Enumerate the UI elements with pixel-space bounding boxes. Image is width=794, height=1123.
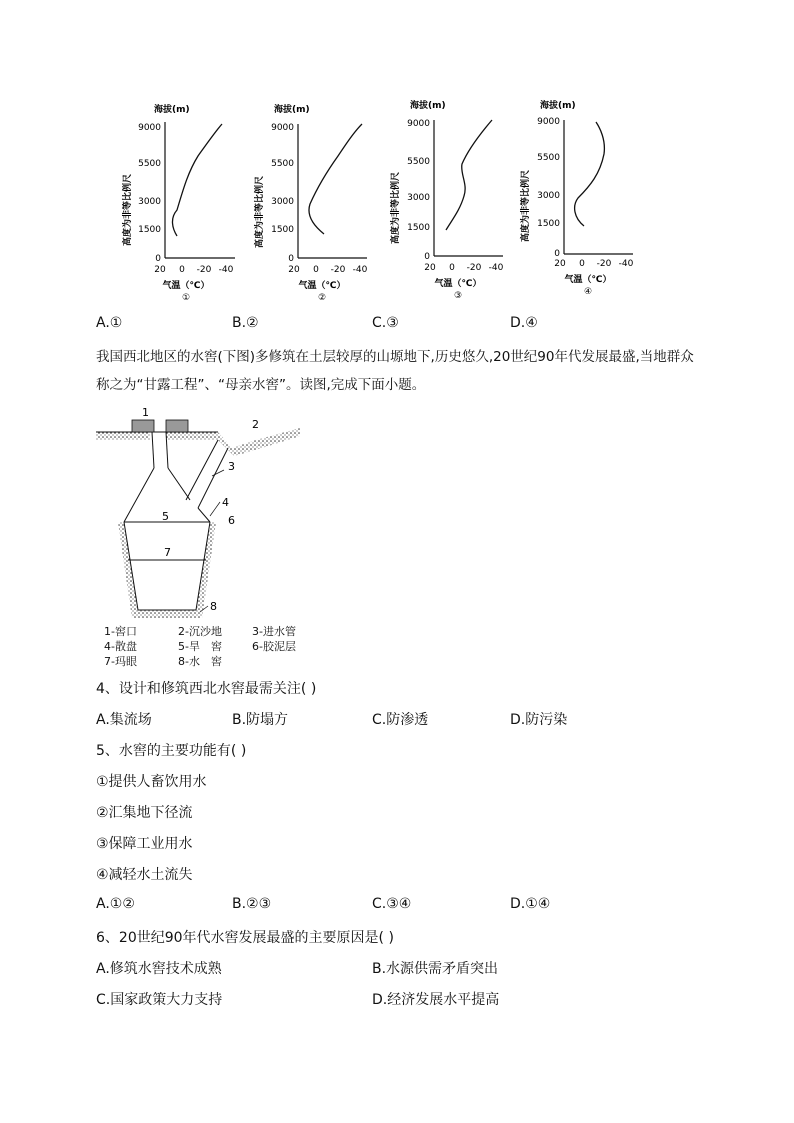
svg-text:5500: 5500 [271,159,294,169]
q4-stem: 4、设计和修筑西北水窖最需关注( ) [96,681,317,697]
svg-text:-40: -40 [618,259,634,269]
svg-text:-40: -40 [218,265,234,275]
svg-text:气温（℃）: 气温（℃） [162,281,210,291]
svg-text:0: 0 [288,254,294,264]
svg-text:5500: 5500 [138,159,161,169]
temperature-curve [309,124,362,234]
svg-text:7: 7 [164,546,171,559]
q5-item: ③保障工业用水 [96,836,193,852]
svg-text:0: 0 [155,254,161,264]
svg-text:0: 0 [179,265,185,275]
svg-text:20: 20 [288,265,300,275]
q5-option-a[interactable]: A.①② [96,896,135,912]
svg-text:高度为非等比例尺: 高度为非等比例尺 [391,171,401,245]
svg-text:气温（℃）: 气温（℃） [434,279,482,289]
q5-item: ①提供人畜饮用水 [96,774,207,790]
svg-text:0: 0 [449,263,455,273]
svg-text:9000: 9000 [138,123,161,133]
cellar-mouth-block [132,420,154,432]
svg-text:海拔(m): 海拔(m) [274,105,310,115]
water-cellar-diagram [94,404,314,626]
svg-text:-40: -40 [352,265,368,275]
q6-stem: 6、20世纪90年代水窖发展最盛的主要原因是( ) [96,930,394,946]
svg-text:20: 20 [154,265,166,275]
q3-option-d[interactable]: D.④ [510,315,538,331]
svg-text:9000: 9000 [407,119,430,129]
svg-text:0: 0 [554,249,560,259]
q3-option-b[interactable]: B.② [232,315,259,331]
passage-text: 我国西北地区的水窖(下图)多修筑在土层较厚的山塬地下,历史悠久,20世纪90年代发展最盛,当地群众称之为“甘露工程”、“母亲水窖”。读图,完成下面小题。 [96,349,694,393]
svg-text:海拔(m): 海拔(m) [410,101,446,111]
svg-text:1: 1 [142,406,149,419]
chart-4-svg [518,94,678,304]
q5-option-b[interactable]: B.②③ [232,896,272,912]
svg-text:5: 5 [162,510,169,523]
q6-option-a[interactable]: A.修筑水窖技术成熟 [96,961,222,977]
svg-text:20: 20 [424,263,436,273]
svg-text:1500: 1500 [537,219,560,229]
svg-text:2: 2 [252,418,259,431]
svg-text:海拔(m): 海拔(m) [540,101,576,111]
svg-text:-20: -20 [330,265,346,275]
svg-text:高度为非等比例尺: 高度为非等比例尺 [521,169,531,243]
svg-text:-20: -20 [596,259,612,269]
svg-text:20: 20 [554,259,566,269]
svg-text:0: 0 [424,252,430,262]
svg-text:④: ④ [583,287,593,297]
svg-text:5500: 5500 [407,157,430,167]
svg-text:3000: 3000 [138,197,161,207]
svg-text:3000: 3000 [537,191,560,201]
q6-option-c[interactable]: C.国家政策大力支持 [96,992,223,1008]
svg-text:气温（℃）: 气温（℃） [298,281,346,291]
q4-option-c[interactable]: C.防渗透 [372,712,429,728]
svg-text:3000: 3000 [407,193,430,203]
svg-text:-20: -20 [196,265,212,275]
svg-text:1500: 1500 [138,225,161,235]
chart-ylabel: 海拔(m) [154,105,190,115]
diagram-legend: 1-窖口 2-沉沙地 3-进水管 4-散盘 5-旱 窖 6-胶泥层 7-玛眼 8-水 窖 [104,625,296,668]
svg-text:0: 0 [579,259,585,269]
svg-text:9000: 9000 [537,117,560,127]
q6-option-d[interactable]: D.经济发展水平提高 [372,992,500,1008]
svg-text:②: ② [317,293,327,303]
temperature-curve [575,122,605,226]
q4-option-b[interactable]: B.防塌方 [232,712,289,728]
svg-text:高度为非等比例尺: 高度为非等比例尺 [255,175,265,249]
svg-text:①: ① [181,293,191,303]
svg-text:1500: 1500 [407,223,430,233]
svg-text:3000: 3000 [271,197,294,207]
svg-text:6: 6 [228,514,235,527]
q5-option-d[interactable]: D.①④ [510,896,551,912]
temperature-curve [446,120,492,230]
svg-text:8: 8 [210,600,217,613]
q4-option-a[interactable]: A.集流场 [96,712,152,728]
q4-option-d[interactable]: D.防污染 [510,712,568,728]
svg-text:4: 4 [222,496,229,509]
q6-option-b[interactable]: B.水源供需矛盾突出 [372,961,499,977]
q5-item: ②汇集地下径流 [96,805,193,821]
q3-option-a[interactable]: A.① [96,315,123,331]
svg-text:5500: 5500 [537,153,560,163]
svg-text:-20: -20 [466,263,482,273]
chart-4 [518,94,678,304]
temperature-curve [172,124,222,236]
q3-option-c[interactable]: C.③ [372,315,399,331]
q5-stem: 5、水窖的主要功能有( ) [96,743,247,759]
svg-text:1500: 1500 [271,225,294,235]
svg-text:③: ③ [453,291,463,301]
q5-item: ④减轻水土流失 [96,867,193,883]
svg-text:3: 3 [228,460,235,473]
svg-text:0: 0 [313,265,319,275]
q5-option-c[interactable]: C.③④ [372,896,412,912]
cellar-mouth-block [166,420,188,432]
svg-text:-40: -40 [488,263,504,273]
svg-text:9000: 9000 [271,123,294,133]
svg-text:气温（℃）: 气温（℃） [564,275,612,285]
chart-side-label: 高度为非等比例尺 [123,173,133,247]
